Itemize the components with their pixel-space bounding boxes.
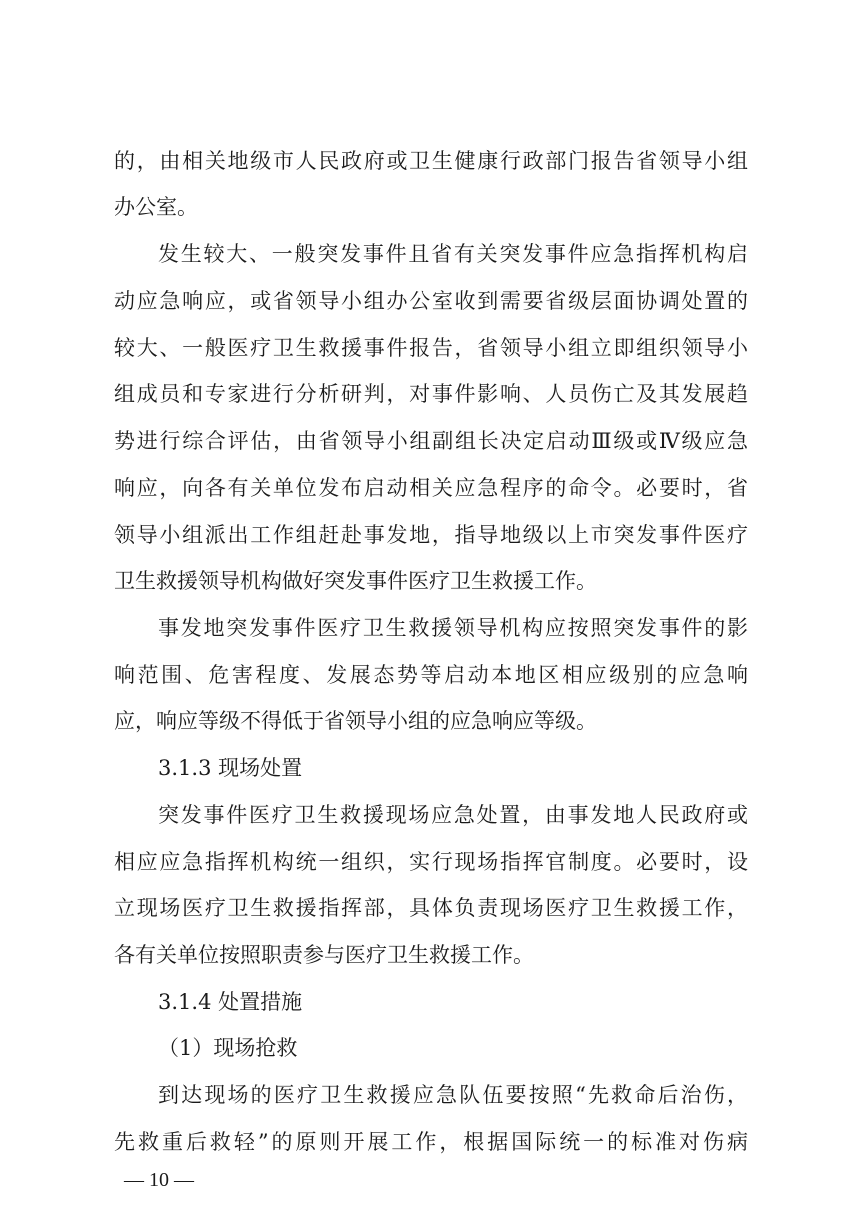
paragraph-line: 应，响应等级不得低于省领导小组的应急响应等级。 (114, 709, 597, 733)
paragraph-line: 响应，向各有关单位发布启动相关应急程序的命令。必要时，省 (114, 476, 748, 500)
paragraph-line: 组成员和专家进行分析研判，对事件影响、人员伤亡及其发展趋 (114, 382, 748, 406)
paragraph-line: 卫生救援领导机构做好突发事件医疗卫生救援工作。 (114, 569, 597, 593)
paragraph-line: 相应应急指挥机构统一组织，实行现场指挥官制度。必要时，设 (114, 850, 748, 874)
section-heading: 3.1.3 现场处置 (158, 756, 303, 780)
paragraph-line: 办公室。 (114, 195, 198, 219)
paragraph-line: 各有关单位按照职责参与医疗卫生救援工作。 (114, 943, 534, 967)
subsection-heading: （1）现场抢救 (158, 1036, 298, 1060)
paragraph-line: 动应急响应，或省领导小组办公室收到需要省级层面协调处置的 (114, 289, 748, 313)
paragraph-line: 突发事件医疗卫生救援现场应急处置，由事发地人民政府或 (158, 803, 748, 827)
paragraph-line: 发生较大、一般突发事件且省有关突发事件应急指挥机构启 (158, 242, 748, 266)
paragraph-line: 领导小组派出工作组赶赴事发地，指导地级以上市突发事件医疗 (114, 523, 748, 547)
section-heading: 3.1.4 处置措施 (158, 990, 303, 1014)
paragraph-line: 响范围、危害程度、发展态势等启动本地区相应级别的应急响 (114, 663, 748, 687)
paragraph-line: 的，由相关地级市人民政府或卫生健康行政部门报告省领导小组 (114, 149, 748, 173)
paragraph-line: 先救重后救轻”的原则开展工作，根据国际统一的标准对伤病 (114, 1130, 748, 1154)
paragraph-line: 事发地突发事件医疗卫生救援领导机构应按照突发事件的影 (158, 616, 748, 640)
paragraph-line: 到达现场的医疗卫生救援应急队伍要按照“先救命后治伤， (158, 1083, 748, 1107)
paragraph-line: 势进行综合评估，由省领导小组副组长决定启动Ⅲ级或Ⅳ级应急 (114, 429, 748, 453)
page-number: — 10 — (124, 1169, 194, 1191)
paragraph-line: 较大、一般医疗卫生救援事件报告，省领导小组立即组织领导小 (114, 336, 748, 360)
paragraph-line: 立现场医疗卫生救援指挥部，具体负责现场医疗卫生救援工作， (114, 896, 748, 920)
